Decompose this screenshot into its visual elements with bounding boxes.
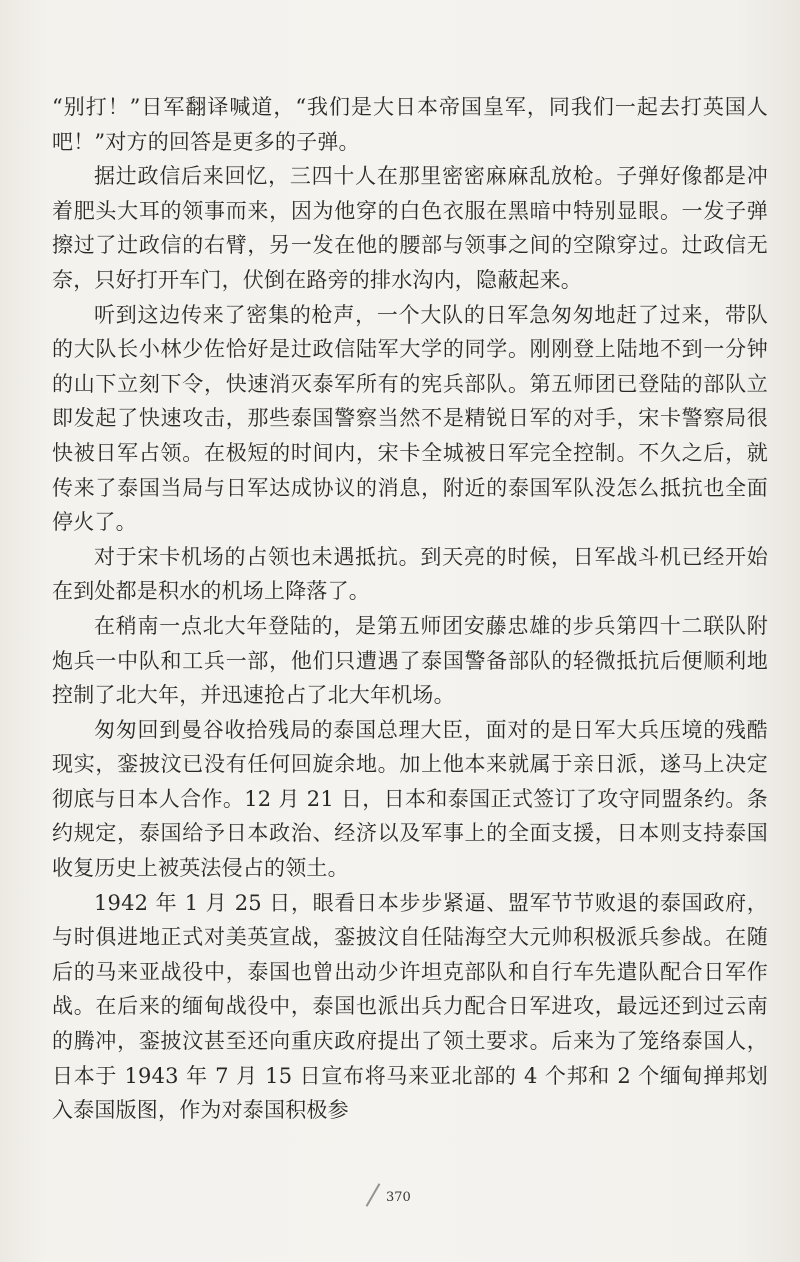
pen-mark: [366, 1183, 381, 1207]
page-footer: [0, 1176, 800, 1216]
paragraph-7: 1942 年 1 月 25 日，眼看日本步步紧逼、盟军节节败退的泰国政府，与时俱进地正式对美英宣战，銮披汶自任陆海空大元帅积极派兵参战。在随后的马来亚战役中，泰国也曾出动少许坦克部队和自行车先遣队配合日军作战。在后来的缅甸战役中，泰国也派出兵力配合日军进攻，最远还到过云南的腾冲，銮披汶甚至还向重庆政府提出了领土要求。后来为了笼络泰国人，日本于 1943 年 7 月 15 日宣布将马来亚北部的 4 个邦和 2 个缅甸掸邦划入泰国版图，作为对泰国积极参: [52, 890, 768, 1123]
paragraph-4: 对于宋卡机场的占领也未遇抵抗。到天亮的时候，日军战斗机已经开始在到处都是积水的机场上降落了。: [52, 544, 768, 604]
page-number: 370: [386, 1190, 411, 1205]
paragraph-3: 听到这边传来了密集的枪声，一个大队的日军急匆匆地赶了过来，带队的大队长小林少佐恰好是辻政信陆军大学的同学。刚刚登上陆地不到一分钟的山下立刻下令，快速消灭泰军所有的宪兵部队。第五师团已登陆的部队立即发起了快速攻击，那些泰国警察当然不是精锐日军的对手，宋卡警察局很快被日军占领。在极短的时间内，宋卡全城被日军完全控制。不久之后，就传来了泰国当局与日军达成协议的消息，附近的泰国军队没怎么抵抗也全面停火了。: [52, 302, 768, 535]
paragraph-5: 在稍南一点北大年登陆的，是第五师团安藤忠雄的步兵第四十二联队附炮兵一中队和工兵一部，他们只遭遇了泰国警备部队的轻微抵抗后便顺利地控制了北大年，并迅速抢占了北大年机场。: [52, 613, 768, 708]
paragraph-6: 匆匆回到曼谷收拾残局的泰国总理大臣，面对的是日军大兵压境的残酷现实，銮披汶已没有任何回旋余地。加上他本来就属于亲日派，遂马上决定彻底与日本人合作。12 月 21 日，日本和泰国正式签订了攻守同盟条约。条约规定，泰国给予日本政治、经济以及军事上的全面支援，日本则支持泰国收复历史上被英法侵占的领土。: [52, 717, 768, 881]
body-text: [52, 90, 768, 1128]
paragraph-2: 据辻政信后来回忆，三四十人在那里密密麻麻乱放枪。子弹好像都是冲着肥头大耳的领事而来，因为他穿的白色衣服在黑暗中特别显眼。一发子弹擦过了辻政信的右臂，另一发在他的腰部与领事之间的空隙穿过。辻政信无奈，只好打开车门，伏倒在路旁的排水沟内，隐蔽起来。: [52, 164, 768, 292]
paragraph-1: “别打！”日军翻译喊道，“我们是大日本帝国皇军，同我们一起去打英国人吧！”对方的回答是更多的子弹。: [52, 95, 768, 154]
